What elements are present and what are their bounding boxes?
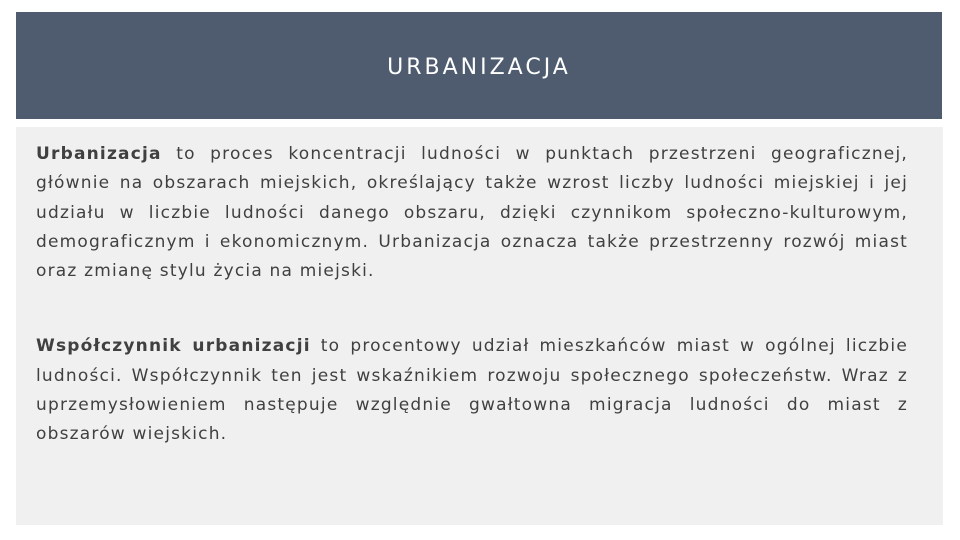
content-body — [36, 140, 908, 450]
title-bar — [16, 12, 942, 119]
paragraph-urbanizacja — [36, 140, 908, 286]
term-wspolczynnik-urbanizacji: Współczynnik urbanizacji — [36, 336, 311, 357]
paragraph-wspolczynnik — [36, 332, 908, 449]
definition-urbanizacja: to proces koncentracji ludności w punktach przestrzeni geograficznej, głównie na obszarach miejskich, określający także wzrost liczby ludności miejskiej i jej udziału w liczbie ludności danego obszaru, dzięki czynnikom społeczno-kulturowym, demograficznym i ekonomicznym. Urbanizacja oznacza także przestrzenny rozwój miast oraz zmianę stylu życia na miejski. — [36, 144, 908, 282]
definition-wspolczynnik-urbanizacji: to procentowy udział mieszkańców miast w ogólnej liczbie ludności. Współczynnik ten jest wskaźnikiem rozwoju społecznego społeczeństw. Wraz z uprzemysłowieniem następuje względnie gwałtowna migracja ludności do miast z obszarów wiejskich. — [36, 336, 908, 445]
term-urbanizacja: Urbanizacja — [36, 144, 162, 164]
slide-title: URBANIZACJA — [387, 55, 571, 80]
